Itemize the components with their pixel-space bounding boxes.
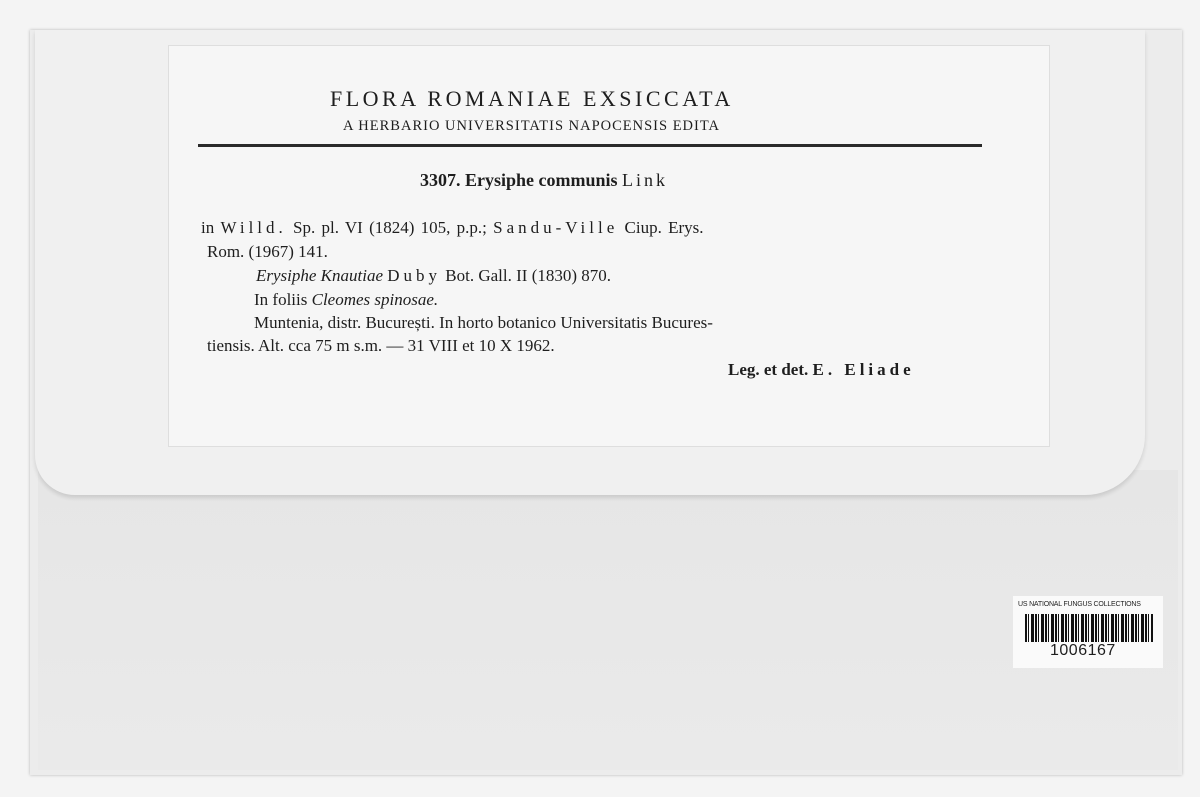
synonym-name: Erysiphe Knautiae [256, 266, 384, 285]
host-line [254, 290, 438, 310]
species-heading [420, 170, 668, 191]
label-title: FLORA ROMANIAE EXSICCATA [330, 86, 734, 111]
host-name: Cleomes spinosae. [311, 290, 439, 309]
locality-line-2: tiensis. Alt. cca 75 m s.m. — 31 VIII et 10 X 1962. [207, 336, 555, 355]
species-author: Link [622, 170, 669, 190]
synonym-line [256, 266, 611, 286]
host-prefix: In foliis [254, 290, 308, 309]
barcode-number: 1006167 [1050, 642, 1116, 659]
ref-sppl: Sp. pl. VI (1824) 105, p.p.; [293, 218, 487, 237]
synonym-ref: Bot. Gall. II (1830) 870. [445, 266, 612, 285]
reference-line-2: Rom. (1967) 141. [207, 242, 328, 261]
label-subtitle: A HERBARIO UNIVERSITATIS NAPOCENSIS EDITA [343, 118, 721, 134]
ref-willd: Willd. [220, 218, 287, 237]
barcode-icon [1025, 614, 1153, 642]
legdet-prefix: Leg. et det. [728, 360, 809, 379]
collector-name: E. Eliade [812, 360, 915, 379]
packet-lower-panel [38, 470, 1178, 770]
reference-line-1 [201, 218, 704, 238]
title-rule [198, 144, 982, 147]
species-number-name: 3307. Erysiphe communis [420, 170, 618, 190]
ref-ciup: Ciup. Erys. [624, 218, 704, 237]
synonym-author: Duby [387, 266, 442, 285]
collector-line [728, 360, 915, 380]
locality-line-1: Muntenia, distr. București. In horto botanico Universitatis Bucures- [254, 313, 713, 332]
barcode-header: US NATIONAL FUNGUS COLLECTIONS [1018, 601, 1141, 608]
ref-sandu-ville: Sandu-Ville [493, 218, 619, 237]
ref-in: in [201, 218, 215, 237]
